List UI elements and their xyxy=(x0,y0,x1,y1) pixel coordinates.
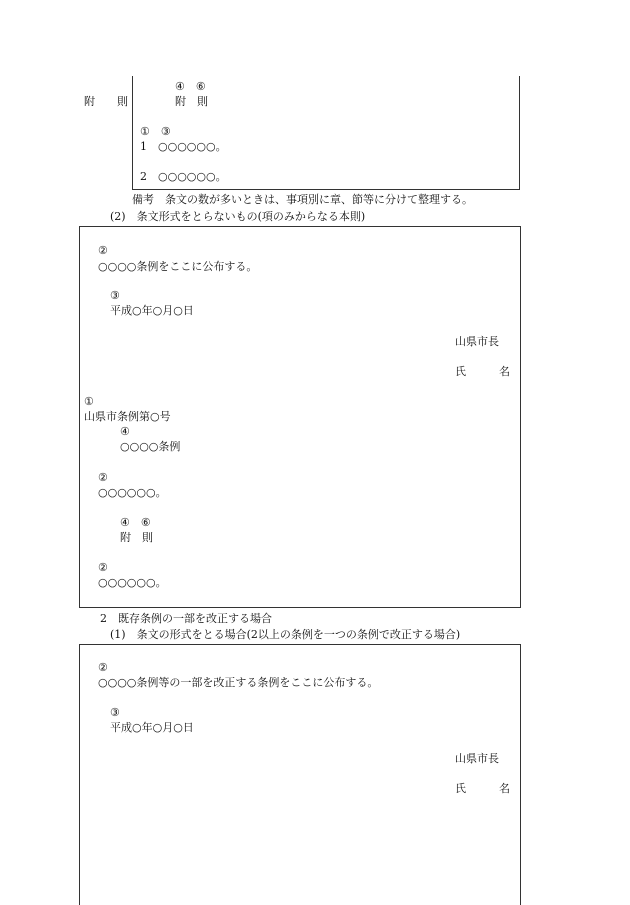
item-2: 2 ○○○○○○。 xyxy=(140,170,227,183)
supplementary-heading: 附 則 xyxy=(175,95,208,108)
circled-2-marker-supp: ② xyxy=(98,561,108,574)
promulgation-text: ○○○○条例をここに公布する。 xyxy=(98,260,258,273)
supplementary-label: 附 則 xyxy=(84,95,128,108)
circled-markers-4-6-box: ④ ⑥ xyxy=(120,516,151,529)
supplementary-text: ○○○○○○。 xyxy=(98,576,167,589)
circled-2-marker: ② xyxy=(98,244,108,257)
amendment-promulgation-text: ○○○○条例等の一部を改正する条例をここに公布する。 xyxy=(98,676,379,689)
mayor-name-box2: 氏 名 xyxy=(455,782,510,795)
top-table-right-border xyxy=(519,76,520,190)
item-1: 1 ○○○○○○。 xyxy=(140,140,227,153)
circled-2-marker-box2: ② xyxy=(98,661,108,674)
supplementary-heading-box: 附 則 xyxy=(120,531,153,544)
top-table-bottom-border xyxy=(132,189,520,190)
circled-1-marker: ① xyxy=(84,395,94,408)
circled-markers-4-6: ④ ⑥ xyxy=(175,80,206,93)
circled-3-marker: ③ xyxy=(110,289,120,302)
mayor-name: 氏 名 xyxy=(455,365,510,378)
date-line-box2: 平成○年○月○日 xyxy=(110,721,194,734)
circled-4-marker: ④ xyxy=(120,425,130,438)
remark-note: 備考 条文の数が多いときは、事項別に章、節等に分けて整理する。 xyxy=(132,193,473,206)
section-2-2-title: (2) 条文形式をとらないもの(項のみからなる本則) xyxy=(110,210,366,223)
mayor-title-box2: 山県市長 xyxy=(455,752,499,765)
date-line: 平成○年○月○日 xyxy=(110,304,194,317)
body-text: ○○○○○○。 xyxy=(98,486,167,499)
ordinance-title: ○○○○条例 xyxy=(120,440,181,453)
ordinance-number: 山県市条例第○号 xyxy=(84,410,171,423)
top-table-divider xyxy=(132,76,133,190)
circled-2-marker-body: ② xyxy=(98,471,108,484)
circled-markers-1-3: ① ③ xyxy=(140,125,171,138)
circled-3-marker-box2: ③ xyxy=(110,706,120,719)
section-2-1-title: (1) 条文の形式をとる場合(2以上の条例を一つの条例で改正する場合) xyxy=(110,628,461,641)
section-2-title: 2 既存条例の一部を改正する場合 xyxy=(100,612,272,625)
mayor-title: 山県市長 xyxy=(455,335,499,348)
